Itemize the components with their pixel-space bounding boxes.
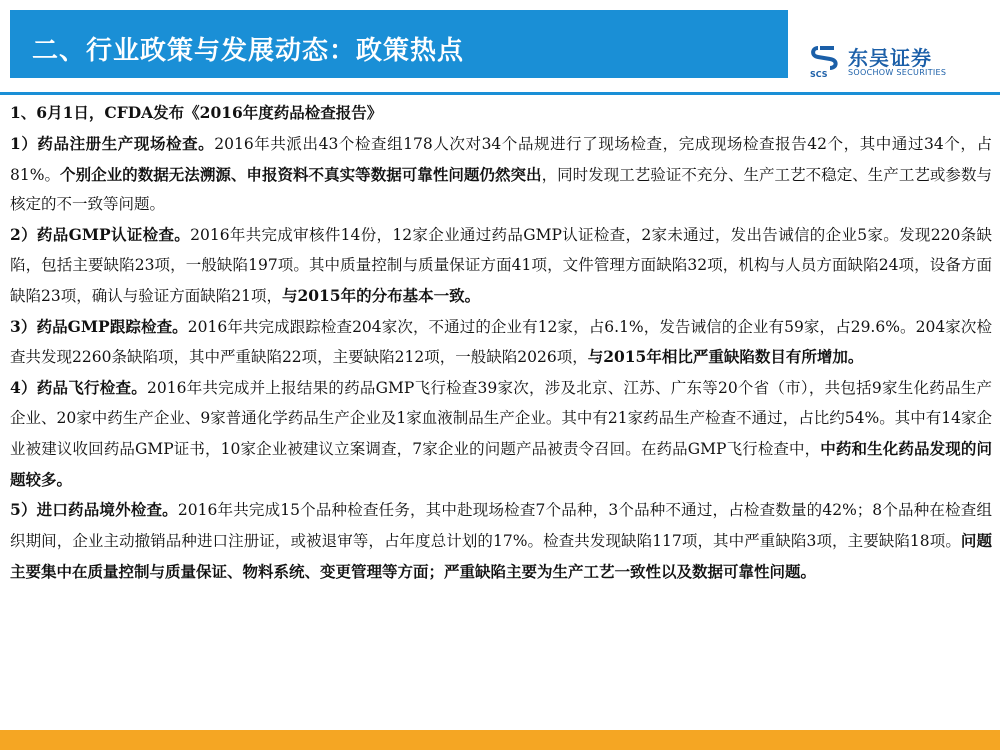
company-logo: [808, 44, 978, 80]
section-highlight: 与2015年相比严重缺陷数目有所增加。: [587, 347, 864, 367]
report-heading-text: 1、6月1日，CFDA发布《2016年度药品检查报告》: [10, 103, 383, 122]
page-title: 二、行业政策与发展动态：政策热点: [32, 36, 465, 66]
section-label: 2）药品GMP认证检查。: [10, 225, 191, 245]
title-bar: [10, 10, 788, 78]
section-gmp-certification: [10, 220, 992, 311]
section-text: 2016年共完成15个品种检查任务，其中赴现场检查7个品种，3个品种不通过，占检查数量的42%；8个品种在检查组织期间，企业主动撤销品种进口注册证，或被退审等，占年度总计划的17%。检查共发现缺陷117项，其中严重缺陷3项，主要缺陷18项。: [10, 501, 992, 551]
logo-mark-text: SCS: [810, 70, 828, 78]
header-divider: [0, 92, 1000, 95]
report-heading: [10, 98, 992, 129]
section-text: ，同时发现工艺验证不充分、生产工艺不稳定、生产工艺或参数与核定的不一致等问题。: [10, 165, 992, 214]
logo-mark-icon: [808, 44, 844, 78]
section-flight-inspection: [10, 373, 992, 495]
footer-bar: [0, 730, 1000, 750]
section-gmp-followup: [10, 312, 992, 374]
section-registration-inspection: [10, 129, 992, 220]
logo-text-cn: 东吴证券: [848, 46, 932, 70]
report-body: [10, 98, 992, 588]
section-label: 5）进口药品境外检查。: [10, 500, 178, 520]
section-overseas-inspection: [10, 495, 992, 587]
logo-text-en: SOOCHOW SECURITIES: [848, 68, 947, 77]
section-text: 2016年共完成并上报结果的药品GMP飞行检查39家次，涉及北京、江苏、广东等20个省（市），共包括9家生化药品生产企业、20家中药生产企业、9家普通化学药品生产企业及1家血液制品生产企业。其中有21家药品生产检查不通过，占比约54%。其中有14家企业被建议收回药品GMP证书，10家企业被建议立案调查，7家企业的问题产品被责令召回。在药品GMP飞行检查中，: [10, 379, 992, 458]
section-label: 1）药品注册生产现场检查。: [10, 133, 215, 153]
section-highlight: 与2015年的分布基本一致。: [281, 285, 481, 305]
section-highlight: 中药和生化药品发现的问题较多。: [10, 438, 992, 489]
section-label: 4）药品飞行检查。: [10, 378, 147, 398]
section-highlight: 个别企业的数据无法溯源、申报资料不真实等数据可靠性问题仍然突出: [60, 164, 542, 184]
section-highlight: 问题主要集中在质量控制与质量保证、物料系统、变更管理等方面；严重缺陷主要为生产工艺一致性以及数据可靠性问题。: [10, 531, 992, 581]
section-text: 2016年共完成跟踪检查204家次，不通过的企业有12家，占6.1%，发告诫信的企业有59家，占29.6%。204家次检查共发现2260条缺陷项，其中严重缺陷22项，主要缺陷212项，一般缺陷2026项，: [10, 317, 992, 367]
section-text: 2016年共派出43个检查组178人次对34个品规进行了现场检查，完成现场检查报告42个，其中通过34个，占81%。: [10, 134, 992, 184]
section-label: 3）药品GMP跟踪检查。: [10, 316, 188, 336]
section-text: 2016年共完成审核件14份，12家企业通过药品GMP认证检查，2家未通过，发出告诫信的企业5家。发现220条缺陷，包括主要缺陷23项，一般缺陷197项。其中质量控制与质量保证方面41项，文件管理方面缺陷32项，机构与人员方面缺陷24项，设备方面缺陷23项，确认与验证方面缺陷21项，: [10, 226, 992, 305]
